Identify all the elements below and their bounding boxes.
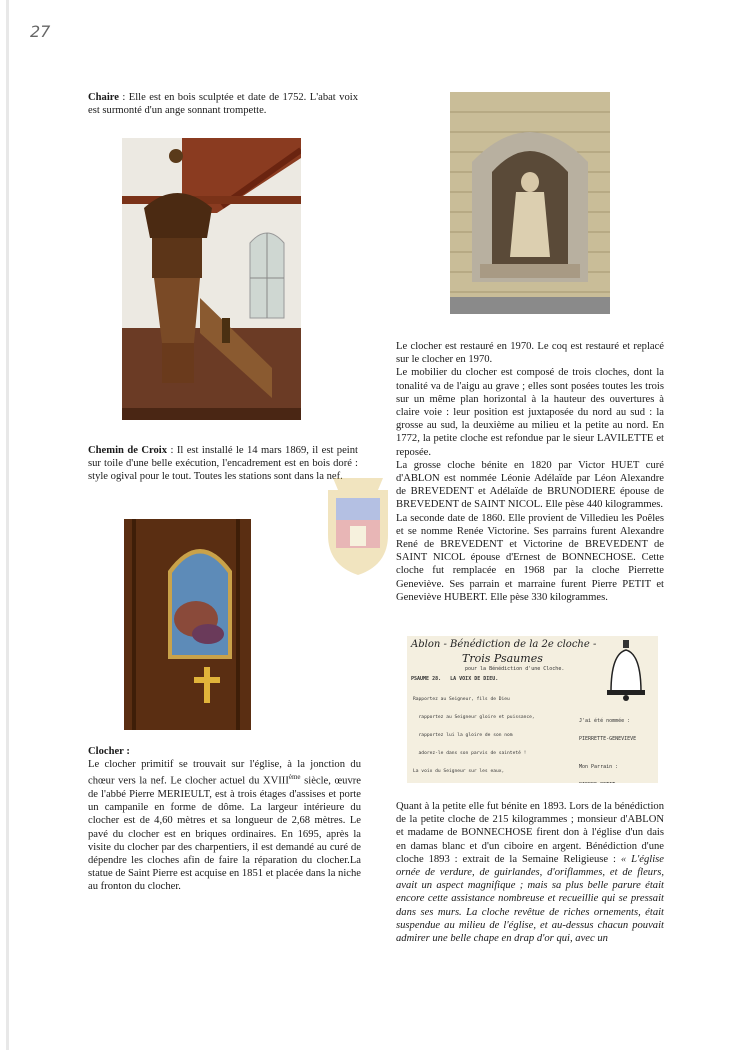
pulpit-photo xyxy=(122,138,301,420)
doc-right-line: PIERRETTE-GENEVIEVE xyxy=(579,736,637,742)
doc-psalm-lines xyxy=(413,685,535,783)
second-bell-paragraph: La seconde date de 1860. Elle provient de Villedieu les Poêles et se nomme Renée Victorine. Ses parrains furent Alexandre René de BREVEDENT et Victorine de BREVEDENT de SAINT NICOL épouse d'Ernest de BONNECHOSE. Cette cloche fut remplacée en 1968 par la cloche Pierrette Geneviève. Ses parrain et marraine furent Pierre PETIT et Geneviève HUBERT. Elle pèse 330 kilogrammes. xyxy=(396,512,664,603)
bells-paragraph: Le mobilier du clocher est composé de trois cloches, dont la tonalité va de l'aigu au grave ; elles sont posées toutes les trois sur un même plan horizontal à la hauteur des ouvertures à claire voie : leur position est juxtaposée du nord au sud : la grosse au sud, la deuxième au milieu et la petite au nord. En 1772, la petite cloche est refondue par le sieur LAVILETTE et reposée. xyxy=(396,367,664,458)
doc-line: rapportez au Seigneur gloire et puissance, xyxy=(413,715,535,720)
clocher-text-part2: siècle, œuvre de l'abbé Pierre MERIEULT, est à trois étages d'assises et porte un campanile en forme de dôme. La largeur intérieure du clocher est de 4,60 mètres et sa longueur de 2,68 mètres. Le pavé du clocher est en briques ordinaires. En 1695, après la visite du clocher par des charpentiers, il est demandé au curé de dépendre les cloches afin de faire la réparation du clocher.La statue de Saint Pierre est acquise en 1851 et placée dans la niche au fronton du clocher. xyxy=(88,775,361,893)
doc-right-line xyxy=(579,782,636,783)
doc-line: Rapportez au Seigneur, fils de Dieu xyxy=(413,697,510,702)
doc-line: La voix du Seigneur sur les eaux, xyxy=(413,769,505,774)
clocher-title: Clocher : xyxy=(88,746,130,757)
doc-bell-names xyxy=(579,706,636,783)
coat-of-arms-watermark xyxy=(318,470,398,580)
page-number: 27 xyxy=(30,22,51,41)
chemin-title: Chemin de Croix xyxy=(88,445,168,456)
chemin-text: : Il est installé le 14 mars 1869, il est peint sur toile d'une belle exécution, l'encadrement est en bois doré : style ogival pour le tout. Toutes les stations sont dans la nef. xyxy=(88,445,358,483)
bell-icon xyxy=(603,640,649,704)
chaire-text: : Elle est en bois sculptée et date de 1752. L'abat voix est surmonté d'un ange sonnant trompette. xyxy=(88,92,358,117)
doc-psalm-heading: PSAUME 28. LA VOIX DE DIEU. xyxy=(411,676,499,682)
saint-pierre-statue-photo xyxy=(450,92,610,314)
doc-right-line: Mon Parrain : xyxy=(579,764,619,770)
doc-subtitle: pour la Bénédiction d'une Cloche. xyxy=(465,666,565,672)
small-bell-text: Quant à la petite elle fut bénite en 1893. Lors de la bénédiction de la petite cloche de 215 kilogrammes ; monsieur d'ABLON et madame de BONNECHOSE firent don à l'église d'un dais en damas blanc et d'un ciboire en argent. Bénédiction d'une cloche 1893 : extrait de la Semaine Religieuse : xyxy=(396,801,664,865)
right-column-text xyxy=(396,340,664,604)
chaire-title: Chaire xyxy=(88,92,119,103)
restoration-paragraph: Le clocher est restauré en 1970. Le coq est restauré et replacé sur le clocher en 1970. xyxy=(396,341,664,366)
big-bell-paragraph: La grosse cloche bénite en 1820 par Victor HUET curé d'ABLON est nommée Léonie Adélaïde par Léon Alexandre de BREVEDENT et Adélaïde de BRUNODIERE épouse de BREVEDENT de SAINT NICOL. Elle pèse 440 kilogrammes. xyxy=(396,459,664,511)
small-bell-paragraph xyxy=(396,800,664,945)
doc-right-line: J'ai été nommée : xyxy=(579,718,631,724)
doc-line: rapportez lui la gloire de son nom xyxy=(413,733,513,738)
page-edge-shadow xyxy=(6,0,9,1050)
blessing-document-photo xyxy=(407,636,658,783)
stations-of-cross-photo xyxy=(124,519,251,730)
chaire-paragraph xyxy=(88,91,358,117)
clocher-paragraph xyxy=(88,758,361,894)
clocher-text-part1: Le clocher primitif se trouvait sur l'église, à la jonction du chœur vers la nef. Le clocher actuel du XVIII xyxy=(88,759,361,787)
doc-handwritten-title: Ablon - Bénédiction de la 2e cloche - xyxy=(411,639,597,650)
clocher-superscript: ème xyxy=(288,773,301,782)
doc-handwritten-subtitle: Trois Psaumes xyxy=(462,652,543,665)
doc-line: adorez-le dans son parvis de sainteté ! xyxy=(413,751,527,756)
semaine-religieuse-quote: « L'église ornée de verdure, de guirlandes, d'oriflammes, et de fleurs, avait un aspect magnifique ; mais sa plus belle parure était encore cette assistance nombreuse et recueillie qui se pressait dans ses murs. La cloche revêtue de riches ornements, était suspendue au milieu de l'église, et au-dessus chacun pouvait admirer une belle chape en drap d'or qui, avec un xyxy=(396,853,664,945)
